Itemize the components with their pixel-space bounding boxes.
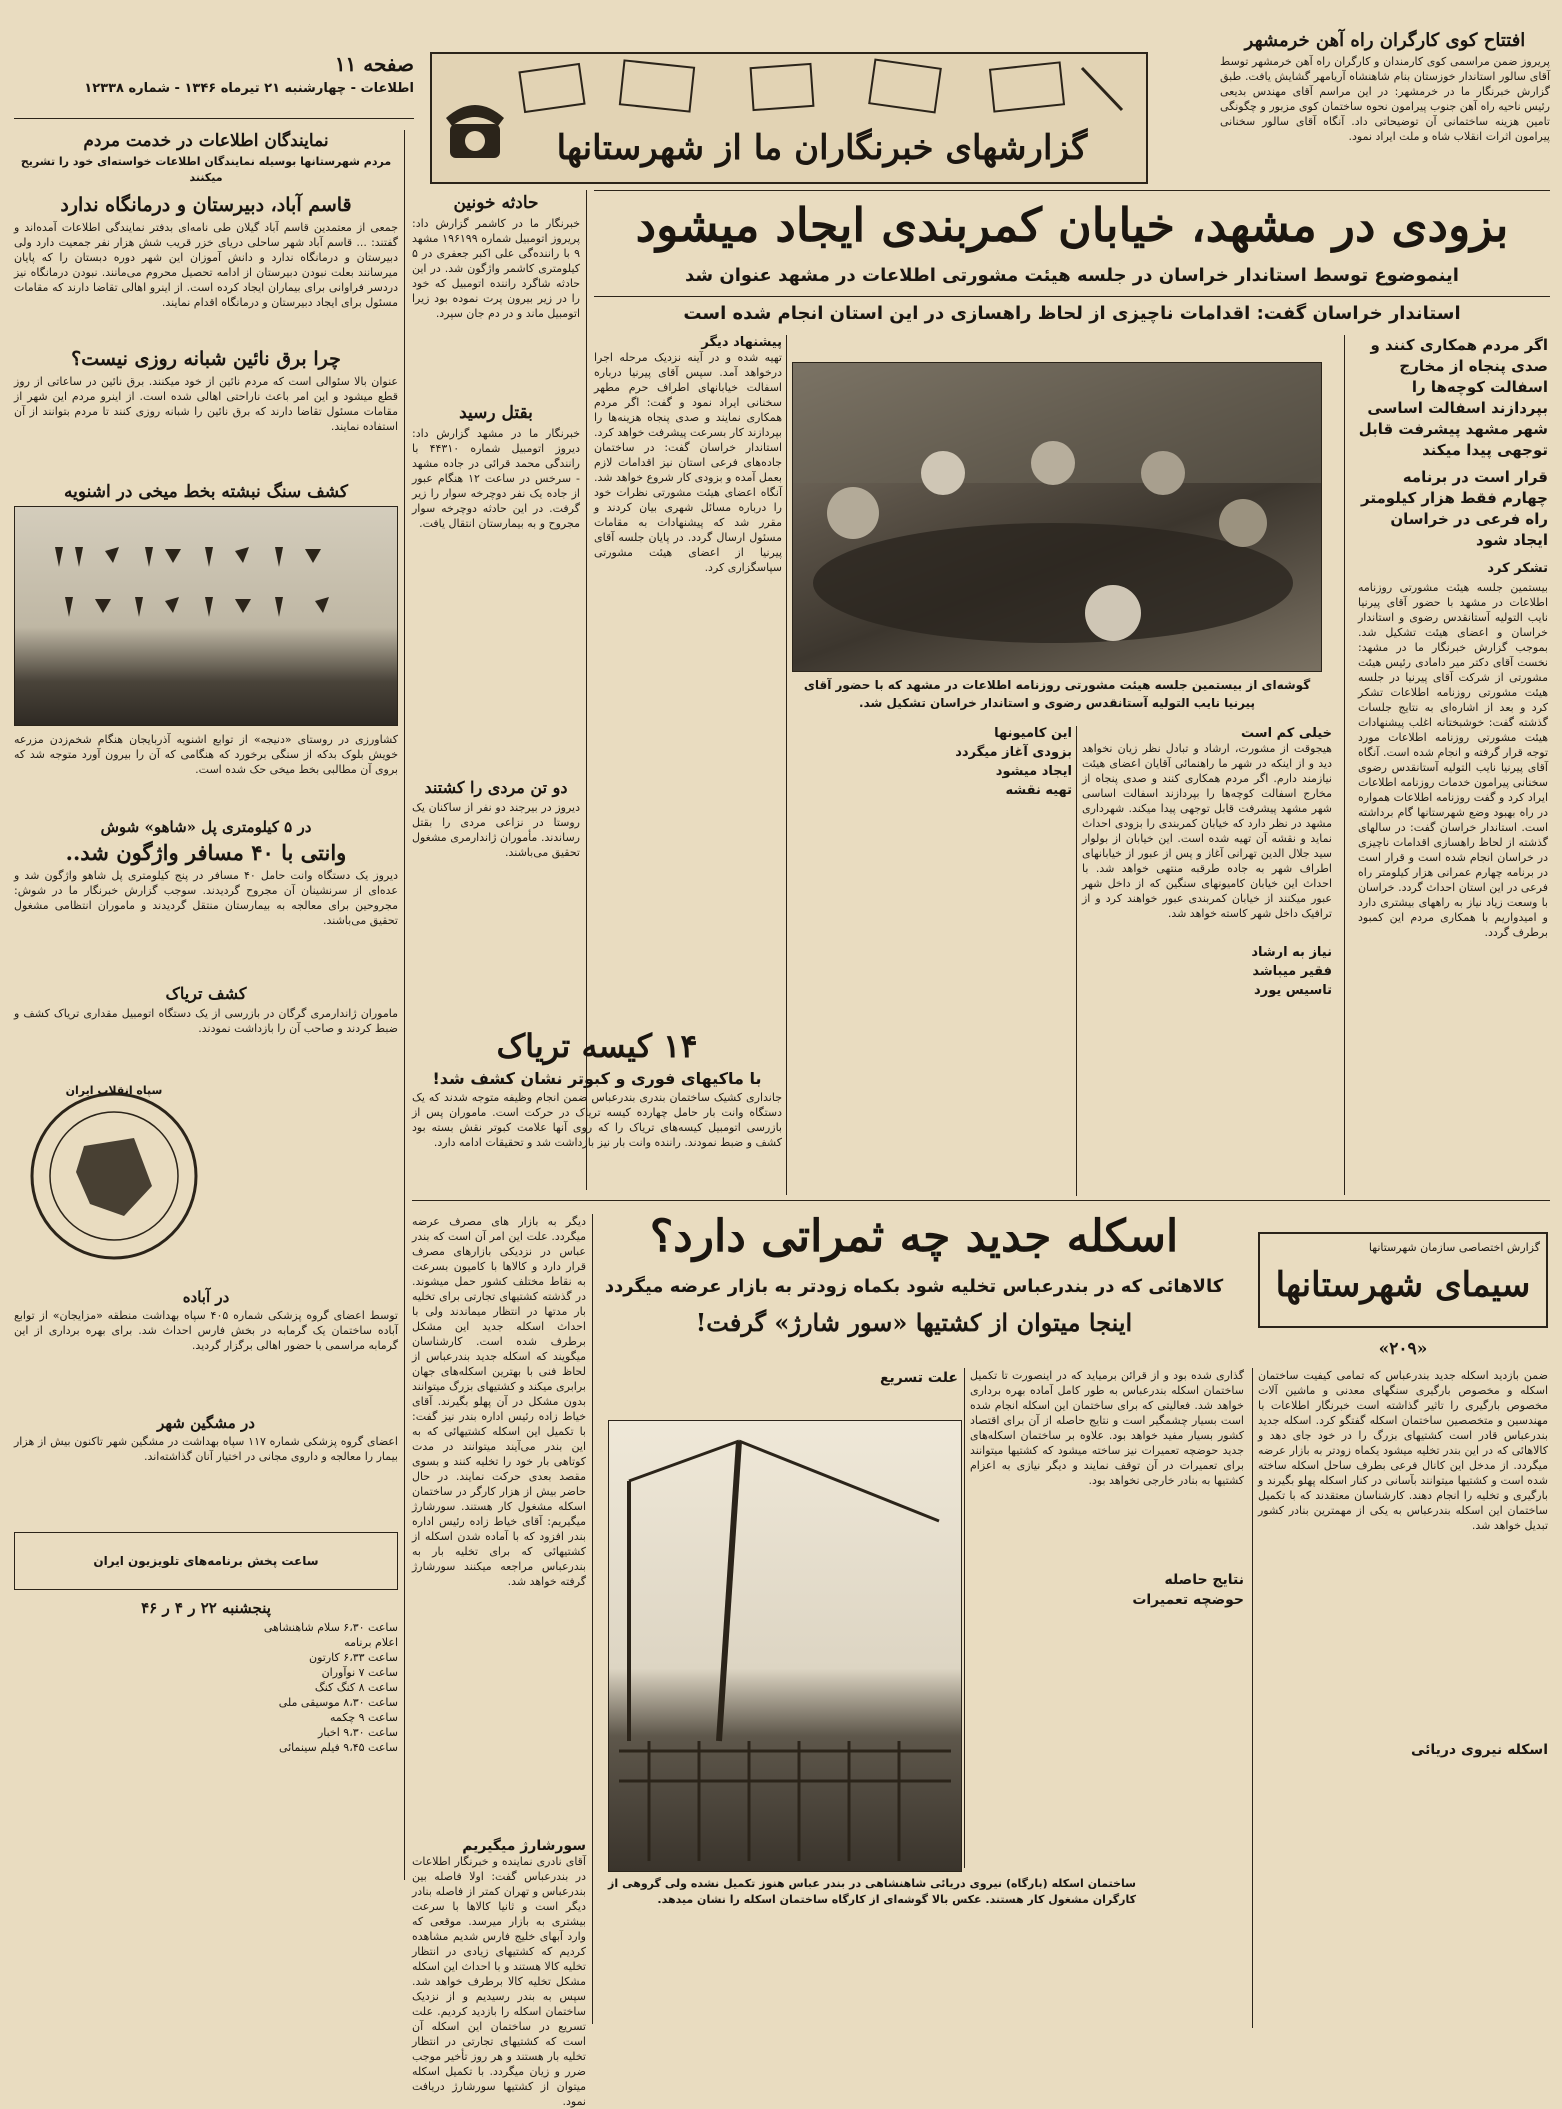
banner-title: گزارشهای خبرنگاران ما از شهرستانها (556, 128, 1088, 168)
port-construction-photo (608, 1420, 962, 1872)
tv-schedule-title: پنجشنبه ۲۲ ر ۴ ر ۴۶ (141, 1599, 271, 1617)
section-title: این کامیونها (994, 726, 1072, 741)
tv-ad-box: ساعت پخش برنامه‌های تلویزیون ایران (14, 1532, 398, 1590)
killed-title: بقتل رسید (459, 403, 533, 423)
tv-schedule-item: ساعت ۹،۳۰ اخبار (317, 1726, 398, 1739)
main-story-body-middle: هیجوقت از مشورت، ارشاد و تبادل نظر زیان نخواهد دید و از اینکه در شهر ما راهنمائی آقایان اعضای هیئت نیازمند دارم. اگر مردم همکاری کنند و صدی پنجاه از مخارج اسفالت کوچه‌ها را بپردازند اسفالت اساسی شهر مشهد پیشرفت قابل توجهی پیدا میکند. شهرداری مشهد در نظر دارد که خیابان کمربندی را بزودی احداث نماید و نقشه آن تهیه شده است. این خیابان از بولوار سید جلال الدین تهرانی آغاز و پس از عبور از خیابانهای اطراف شهر به جاده طرقبه منتهی خواهد شد. با احداث این خیابان کامیونهای سنگین که از داخل شهر عبور میکنند از خیابان کمربندی عبور خواهند کرد و از ترافیک داخل شهر کاسته خواهد شد. (1082, 742, 1332, 920)
port-body-far-left: دیگر به بازار های مصرف عرضه میگردد. علت این امر آن است که بندر عباس در نزدیکی بازارهای مصرف قرار دارد و کالاها با کامیون بسرعت به نقاط مختلف کشور حمل میشوند. در گذشته کشتیهای تجارتی برای تخلیه بار مدتها در انتظار میماندند ولی با احداث اسکله جدید این مشکل برطرف شده است. کارشناسان میگویند که اسکله جدید بندرعباس از لحاظ فنی با بهترین اسکله‌های جهان برابری میکند و کشتیهای بزرگ میتوانند بدون مشکل در آن پهلو بگیرند. آقای خیاط زاده رئیس اداره بندر نیز گفت: با تکمیل این اسکله کشتیهائی که به این بندر می‌آیند میتوانند در مدت کوتاهی بار خود را تخلیه کنند و بسوی مقصد بعدی حرکت نمایند. در حال حاضر بیش از هزار کارگر در ساختمان اسکله مشغول کار هستند. سورشارژ میگیریم: آقای خیاط زاده رئیس اداره بندر افزود که با آماده شدن اسکله از کشتیهائی که برای تخلیه بار به بندرعباس مراجعه میکنند سورشارژ گرفته خواهد شد. (412, 1215, 586, 1588)
emblem-logo (24, 1076, 204, 1276)
main-story-left-column (792, 726, 1072, 1196)
port-subheadline-1: کالاهائی که در بندرعباس تخلیه شود بکماه زودتر به بازار عرضه میگردد (604, 1276, 1224, 1297)
opium-short-title: کشف تریاک (165, 984, 247, 1003)
abadeh-title: در آباده (182, 1288, 230, 1306)
tv-schedule-item: ساعت ۹،۴۵ فیلم سینمائی (278, 1741, 398, 1754)
left-subheader: مردم شهرستانها بوسیله نمایندگان اطلاعات خواسته‌ای خود را تشریح میکنند (20, 155, 392, 184)
page-header (14, 50, 414, 110)
electricity-story-body: عنوان بالا سئوالی است که مردم نائین از خود میکنند. برق نائین در ساعاتی از روز قطع میشود و این امر باعث ناراحتی اهالی شده است. از اینرو مردم این شهر از مقامات مسئول تقاضا دارند که برق نائین را شبانه روزی کنند تا مردم بتوانند از آن استفاده نمایند. (14, 375, 398, 433)
main-kicker: استاندار خراسان گفت: اقدامات ناچیزی از لحاظ راهسازی در این استان انجام شده است (683, 303, 1461, 324)
section-title: ایجاد میشود (995, 764, 1072, 779)
port-far-left-column (412, 1214, 586, 2108)
van-story-title: در ۵ کیلومتری پل «شاهو» شوش (100, 818, 312, 836)
port-subheadline-2: اینجا میتوان از کشتیها «سور شارژ» گرفت! (695, 1308, 1133, 1337)
port-body-left: آقای نادری نماینده و خبرنگار اطلاعات در بندرعباس گفت: اولا فاصله بین بندرعباس و تهران کمتر از فاصله بنادر دیگر است و ثانیا کالاها با سرعت بیشتری به بازار میرسد. موقعی که وارد آبهای خلیج فارس شدیم مشاهده کردیم که کشتیهای زیادی در انتظار تخلیه کالا هستند و با احداث این اسکله مشکل تخلیه کالا برطرف خواهد شد. سپس به بندر رسیدیم و از نزدیک ساختمان اسکله را بازدید کردیم. علت تسریع در ساختمان این اسکله آن است که کشتیهای تجارتی در انتظار تخلیه بار هستند و هر روز تأخیر موجب ضرر و زیان میگردد. با تکمیل اسکله میتوان از کشتیها سورشارژ دریافت نمود. (412, 1855, 586, 2108)
opium-story (412, 1024, 782, 1194)
series-label: سیمای شهرستانها (1275, 1265, 1531, 1305)
port-headline: اسکله جدید چه ثمراتی دارد؟ (649, 1211, 1179, 1262)
date-line: اطلاعات - چهارشنبه ۲۱ تیرماه ۱۳۴۶ - شماره ۱۲۳۳۸ (84, 81, 414, 96)
tv-schedule-item: اعلام برنامه (344, 1636, 398, 1649)
main-story-middle-column (1082, 726, 1332, 1196)
meshgin-title: در مشگین شهر (157, 1414, 255, 1432)
cuneiform-photo (14, 506, 398, 726)
opium-short-body: ماموران ژاندارمری گرگان در بازرسی از یک دستگاه اتومبیل مقداری تریاک کشف و ضبط کردند و صاحب آن را بازداشت نمودند. (14, 1007, 398, 1035)
section-title: سورشارژ میگیریم (462, 1838, 586, 1854)
accident-body: خبرنگار ما در کاشمر گزارش داد: پریروز اتومبیل شماره ۱۹۶۱۹۹ مشهد ۹ با راننده‌گی علی اکبر جعفری در ۵ کیلومتری کاشمر واژگون شد. در این حادثه شاگرد راننده اتومبیل که خود را در زیر بیرون پرت نموده بود زیرا اتومبیل ماند و در دم جان سپرد. (412, 217, 581, 320)
murder-title: دو تن مردی را کشتند (424, 778, 568, 797)
section-title: تشکر کرد (1487, 561, 1548, 576)
series-box (1258, 1232, 1548, 1328)
emblem-area (14, 1076, 398, 1286)
cuneiform-story-title: کشف سنگ نبشته بخط میخی در اشنویه (64, 482, 348, 502)
van-story-body: دیروز یک دستگاه وانت حامل ۴۰ مسافر در پنج کیلومتری پل شاهو واژگون شد و عده‌ای از سرنشینان آن مجروح گردیدند. سوجب گزارش خبرنگار ما در شوش: مجروحین برای معالجه به بیمارستان منتقل گردیدند و ماموران انتظامی مشغول تحقیق می‌باشند. (14, 869, 398, 927)
main-story-body-left: تهیه شده و در آینه نزدیک مرحله اجرا درخواهد آمد. سپس آقای پیرنیا درباره اسفالت خیابانهای اطراف حرم مطهر سخنانی ایراد نمود و گفت: اگر مردم همکاری نمایند و صدی پنجاه هزینه‌ها را بپردازند کار بسرعت پیشرفت خواهد کرد. استاندار خراسان گفت: در ساختمان جاده‌های فرعی استان نیز اقدامات لازم بعمل آمده و بزودی کار شروع خواهد شد. آنگاه اعضای هیئت مشورتی نظرات خود را درباره مسائل شهری بیان کردند و مقرر شد که پیشنهادات به مقامات مسئول ارسال گردد. در پایان جلسه آقای پیرنیا از اعضای هیئت مشورتی سپاسگزاری کرد. (594, 351, 782, 574)
killed-body: خبرنگار ما در مشهد گزارش داد: دیروز اتومبیل شماره ۴۴۳۱۰ با رانندگی محمد قرائی در جاده مشهد - سرخس در ساعت ۱۲ هنگام عبور از جاده یک نفر دوچرخه سوار را زیر گرفت. در این حادثه دوچرخه سوار مجروح و به بیمارستان انتقال یافت. (412, 427, 580, 530)
main-story-right-column (1358, 335, 1548, 1195)
tv-schedule-item: ساعت ۸ کنگ کنگ (314, 1681, 398, 1694)
series-kicker: گزارش اختصاصی سازمان شهرستانها (1368, 1241, 1540, 1254)
section-title: تاسیس یورد (1254, 983, 1332, 998)
port-middle-column (970, 1368, 1244, 1868)
meshgin-body: اعضای گروه پزشکی شماره ۱۱۷ سپاه بهداشت در مشگین شهر تاکنون بیش از هزار بیمار را معالجه و داروی مجانی در اختیار آنان گذاشته‌اند. (14, 1435, 398, 1463)
top-right-title: افتتاح کوی کارگران راه آهن خرمشهر (1244, 30, 1526, 51)
tv-schedule-list (14, 1620, 398, 1755)
main-story-body-right: بیستمین جلسه هیئت مشورتی روزنامه اطلاعات در مشهد با حضور آقای پیرنیا نایب التولیه آستانقدس رضوی و استاندار خراسان و اعضای هیئت تشکیل شد. بموجب گزارش خبرنگار ما در مشهد: نخست آقای دکتر میر دامادی رئیس هیئت مشورتی از شرکت آقای پیرنیا در جلسه هیئت مشورتی روزنامه اطلاعات تشکر کرد و بعد از اشاره‌ای به نتایج جلسات گذشته گفت: خوشبختانه اغلب پیشنهادات هیئت مشورتی روزنامه اطلاعات مورد توجه قرار گرفته و انجام شده است. آنگاه آقای پیرنیا نایب التولیه آستانقدس رضوی سخنانی پیرامون خدمات روزنامه اطلاعات ایراد کرد و گفت روزنامه اطلاعات همواره در راه بهبود وضع شهرستانها گام برداشته است. استاندار خراسان گفت: در سالهای گذشته از لحاظ راهسازی اقدامات ناچیزی در خراسان انجام شده است و قرار است در برنامه چهارم عمرانی هزار کیلومتر راه فرعی در این استان احداث گردد. خراسان با وسعت زیاد نیاز به راههای بیشتری دارد و امیدواریم با همکاری مردم این کمبود برطرف گردد. (1358, 581, 1548, 939)
port-photo-caption: ساختمان اسکله (بارگاه) نیروی دریائی شاهنشاهی در بندر عباس هنوز تکمیل نشده ولی گروهی از کارگران مشغول کار هستند. عکس بالا گوشه‌ای از کارگاه ساختمان اسکله را نشان میدهد. (608, 1877, 1136, 1906)
accident-title: حادثه خونین (453, 193, 539, 213)
school-story-body: جمعی از معتمدین قاسم آباد گیلان طی نامه‌ای بدفتر نمایندگی اطلاعات آمده‌اند و گفتند: ... قاسم آباد شهر ساحلی دریای خزر قریب شش هزار نفر جمعیت دارد ولی دبیرستان و درمانگاه ندارد و دانش آموزان این شهر دوره دبستان را که پایان میرسانند بعلت نبودن دبیرستان از ادامه تحصیل محروم می‌مانند. نبودن درمانگاه نیز دردسر فراوانی برای بیماران ایجاد کرده است. از اینرو اهالی تقاضا دارند که مقامات مسئول برای ایجاد دبیرستان و درمانگاه اقدام نمایند. (14, 221, 398, 309)
left-column (14, 128, 398, 1988)
section-title: بزودی آغاز میگردد (955, 745, 1072, 760)
meeting-photo-caption: گوشه‌ای از بیستمین جلسه هیئت مشورتی روزنامه اطلاعات در مشهد که با حضور آقای پیرنیا نایب التولیه آستانقدس رضوی و استاندار خراسان تشکیل شد. (803, 678, 1311, 710)
left-header: نمایندگان اطلاعات در خدمت مردم (83, 131, 329, 151)
series-number: «۲۰۹» (1378, 1339, 1428, 1359)
cuneiform-photo-caption: کشاورزی در روستای «دنیجه» از توابع اشنویه آذربایجان هنگام شخم‌زدن مزرعه خویش بلوک بدکه از سنگی برخورد که هنگامی که آن را بیرون آورد متوجه شد که بروی آن مطالبی بخط میخی حک شده است. (14, 733, 398, 776)
top-right-story (1220, 28, 1550, 178)
main-headline: بزودی در مشهد، خیابان کمربندی ایجاد میشود (635, 198, 1509, 252)
tv-schedule-item: ساعت ۶،۳۰ سلام شاهنشاهی (263, 1621, 398, 1634)
section-title: علت تسریع (879, 1370, 958, 1386)
top-right-body: پریروز ضمن مراسمی کوی کارمندان و کارگران راه آهن خرمشهر توسط آقای سالور استاندار خوزستان بنام شاهنشاه آریامهر گشایش یافت. طبق گزارش خبرنگار ما در خرمشهر: در این مراسم آقای مهندس بدیعی رئیس ناحیه راه آهن جنوب پیرامون نحوه ساختمان کوی مزبور و چگونگی تامین هزینه ساختمانی آن توضیحاتی داد. آنگاه آقای سالور سخنانی پیرامون اثرات انقلاب شاه و ملت ایراد نمود. (1220, 55, 1550, 143)
tv-schedule-item: ساعت ۷ نوآوران (321, 1666, 398, 1679)
emblem-text: سپاه انقلاب ایران (65, 1084, 163, 1097)
tv-schedule-item: ساعت ۹ چکمه (330, 1711, 398, 1724)
school-story-title: قاسم آباد، دبیرستان و درمانگاه ندارد (60, 194, 352, 216)
opium-subheadline: با ماکیهای فوری و کبوتر نشان کشف شد! (432, 1069, 762, 1088)
section-title: خیلی کم است (1241, 726, 1332, 741)
section-title: فقیر میباشد (1252, 964, 1332, 979)
murder-body: دیروز در بیرجند دو نفر از ساکنان یک روستا در نزاعی مردی را بقتل رساندند. مأموران ژاندارمری مشغول تحقیق می‌باشند. (412, 801, 580, 859)
papers-decoration (512, 58, 1132, 118)
section-title: پیشنهاد دیگر (701, 335, 782, 350)
meeting-photo (792, 362, 1322, 672)
telephone-icon (440, 62, 510, 174)
port-left-column-header (740, 1370, 958, 1416)
port-right-column (1258, 1368, 1548, 2028)
section-title: نیاز به ارشاد (1251, 945, 1332, 960)
section-title: نتایج حاصله (1164, 1572, 1244, 1588)
tv-schedule-item: ساعت ۸،۳۰ موسیقی ملی (278, 1696, 398, 1709)
port-body-right: ضمن بازدید اسکله جدید بندرعباس که تمامی کیفیت ساختمان اسکله و مخصوص بارگیری سنگهای معدنی و ماشین آلات مخصوص بارگیری را تاثیر گذاشته است خبرنگار اطلاعات با مهندسین و متخصصین ساختمان اسکله گفتگو کرد. اسکله جدید بندرعباس قادر است کشتیهای بزرگ را در خود جای دهد و کالاهائی که در این بندر تخلیه میشود یکماه زودتر به بازار عرضه میگردد. از مدخل این کانال فرعی بطرف ساحل اسکله ساخته شده است و کشتیها میتوانند بآسانی در کنار اسکله پهلو بگیرند و بارگیری و تخلیه را انجام دهند. کارشناسان معتقدند که با تکمیل ساختمان این اسکله بندرعباس به یکی از مهمترین بنادر کشور تبدیل خواهد شد. (1258, 1369, 1548, 1532)
electricity-story-title: چرا برق نائین شبانه روزی نیست؟ (71, 348, 341, 370)
section-title: اسکله نیروی دریائی (1410, 1742, 1548, 1758)
opium-body: جانداری کشیک ساختمان بندری بندرعباس ضمن انجام وظیفه متوجه شدند که یک دستگاه وانت بار حامل چهارده کیسه تریاک در حرکت است. ماموران پس از بازرسی اتومبیل کیسه‌های تریاک را که روی آنها علامت کبوتر نقش بسته بود کشف و ضبط نمودند. راننده وانت بار نیز بازداشت شد و تحقیقات ادامه دارد. (412, 1091, 782, 1149)
banner-box (430, 52, 1148, 184)
main-subheadline: اینموضوع توسط استاندار خراسان در جلسه هیئت مشورتی اطلاعات در مشهد عنوان شد (685, 265, 1459, 286)
main-bullet-2: قرار است در برنامه چهارم فقط هزار کیلومتر راه فرعی در خراسان ایجاد شود (1361, 468, 1548, 549)
abadeh-body: توسط اعضای گروه پزشکی شماره ۴۰۵ سپاه بهداشت منطقه «مزایجان» از توابع آباده ساختمان یک گرمابه در بخش فارس احداث شد. برای بهره برداری از این گرمابه مراسمی با حضور اهالی برگزار گردید. (14, 1309, 398, 1352)
main-bullet-1: اگر مردم همکاری کنند و صدی پنجاه از مخارج اسفالت کوچه‌ها را بپردازند اسفالت اساسی شهر مشهد پیشرفت قابل توجهی پیدا میکند (1358, 336, 1548, 459)
section-title: حوضچه تعمیرات (1132, 1592, 1244, 1608)
page-number: صفحه ۱۱ (334, 52, 414, 76)
section-title: تهیه نقشه (1005, 783, 1072, 798)
port-body-middle: گذاری شده بود و از قرائن برمیاید که در اینصورت تا تکمیل ساختمان اسکله بندرعباس به طور کامل آماده بهره برداری خواهد شد. فعالیتی که برای ساختمان این اسکله انجام شده است بسیار چشمگیر است و نتایج حاصله از آن برای اقتصاد کشور بسیار مفید خواهد بود. علاوه بر ساختمان اسکله‌های جدید حوضچه تعمیرات نیز ساخته میشود که کشتیها میتوانند برای تعمیرات در آن توقف نمایند و دیگر نیازی به اعزام کشتیها به بنادر خارجی نخواهد بود. (970, 1369, 1244, 1487)
van-story-headline: وانتی با ۴۰ مسافر واژگون شد.. (65, 840, 347, 865)
tv-schedule-item: ساعت ۶،۳۳ کارتون (309, 1651, 398, 1664)
opium-headline: ۱۴ کیسه تریاک (496, 1027, 698, 1065)
